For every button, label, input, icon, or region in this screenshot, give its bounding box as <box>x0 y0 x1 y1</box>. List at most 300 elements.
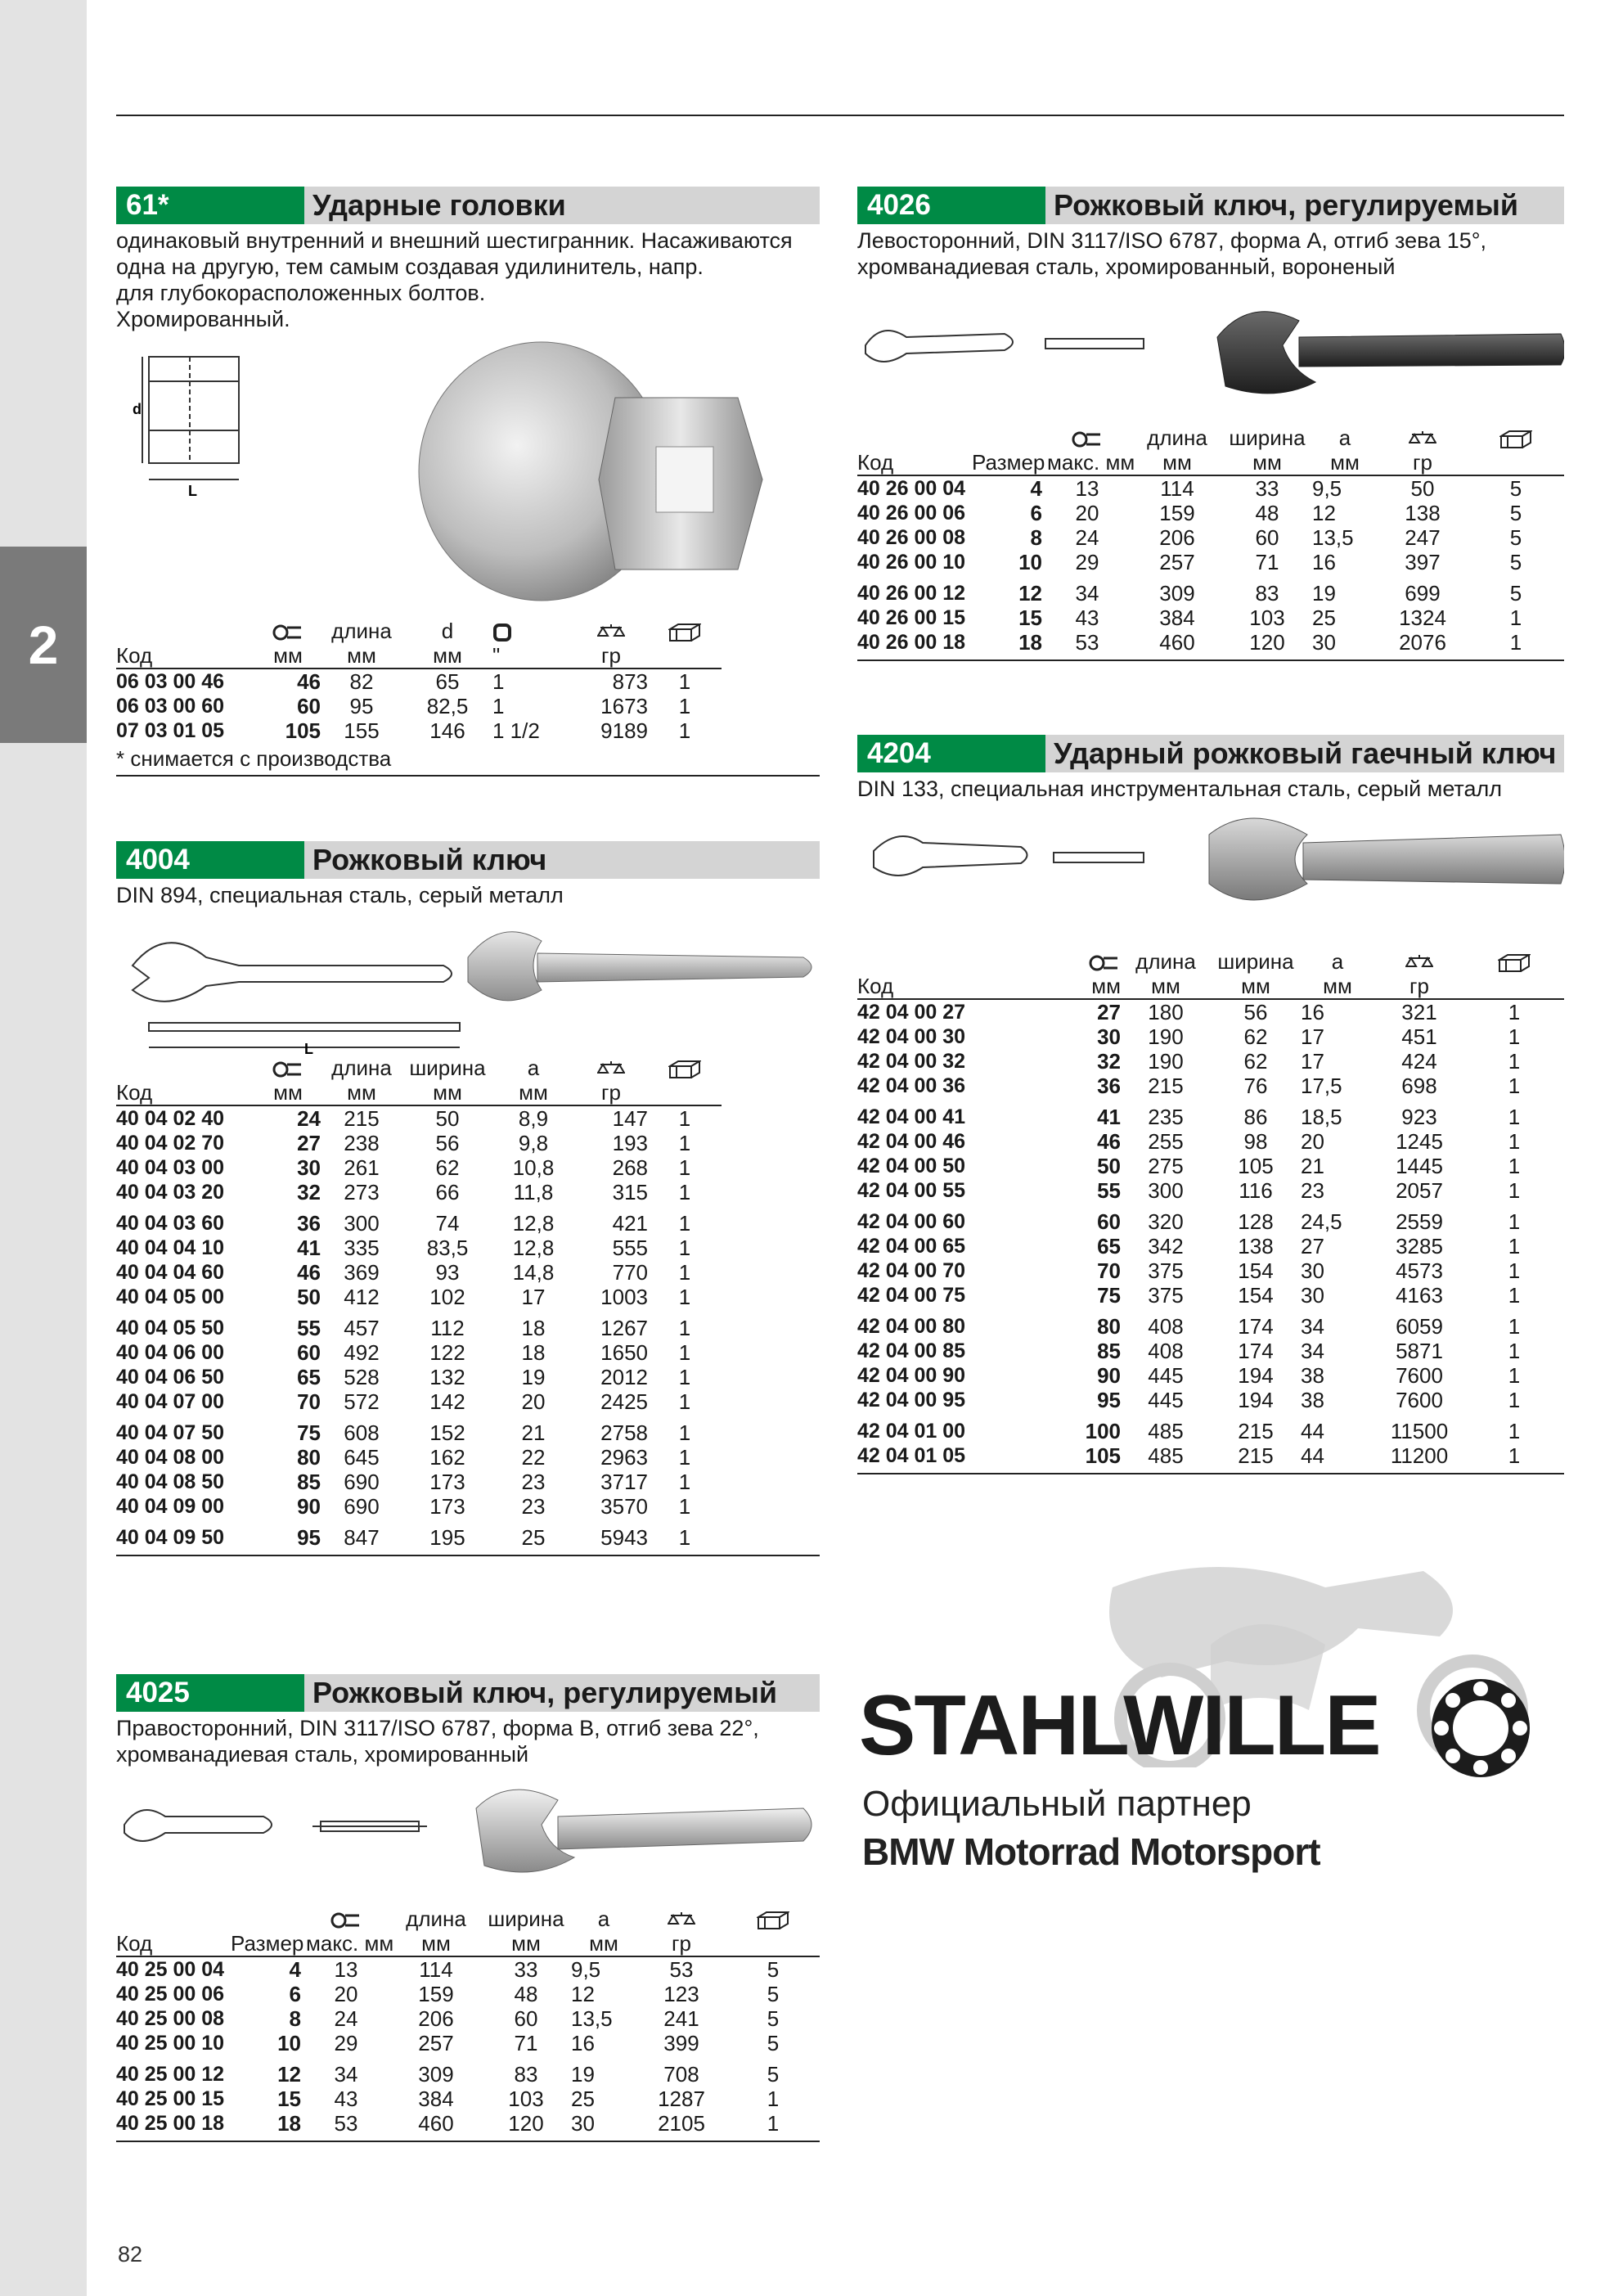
table-cell: 17 <box>1301 1024 1324 1049</box>
table-cell: 2105 <box>658 2111 705 2136</box>
table-cell: 114 <box>419 1957 453 1982</box>
table-cell: 75 <box>1097 1283 1121 1308</box>
table-cell: 30 <box>1312 630 1336 655</box>
table-cell: 83 <box>1255 581 1279 606</box>
table-cell: 300 <box>344 1211 380 1236</box>
table-cell: 1 <box>678 669 691 694</box>
table-row <box>857 606 1564 630</box>
table-cell: 25 <box>521 1525 546 1550</box>
table-row <box>116 1180 722 1204</box>
wrench-size-icon <box>1088 954 1121 972</box>
table-cell: 421 <box>612 1211 648 1236</box>
table-cell: 50 <box>1410 476 1435 501</box>
table-cell: 122 <box>429 1340 465 1365</box>
brand-logo-text: STAHLWILLE <box>859 1678 1380 1773</box>
table-cell: 120 <box>508 2111 544 2136</box>
table-row <box>116 2006 820 2031</box>
table-cell: 5943 <box>600 1525 648 1550</box>
table-cell: 53 <box>1075 630 1099 655</box>
table-cell: 206 <box>1159 525 1195 550</box>
table-cell: 53 <box>669 1957 694 1982</box>
weight-icon <box>597 1060 625 1079</box>
table-cell: 1 <box>678 1106 691 1131</box>
package-icon <box>668 623 701 642</box>
table-cell: 16 <box>1301 1000 1324 1024</box>
table-cell: 690 <box>344 1494 380 1519</box>
table-cell: 1 <box>1508 1339 1521 1363</box>
table-cell: 1 <box>678 694 691 718</box>
table-cell: 154 <box>1238 1258 1274 1283</box>
table-row <box>857 475 1564 501</box>
table-cell: 65 <box>297 1365 321 1389</box>
table-cell: 9,5 <box>1312 476 1342 501</box>
section-description: DIN 894, специальная сталь, серый металл <box>116 883 564 907</box>
table-cell: 206 <box>418 2006 454 2031</box>
table-cell: 93 <box>435 1260 460 1285</box>
table-cell: 12 <box>277 2062 301 2087</box>
table-cell: 1 <box>1508 1234 1521 1258</box>
table-cell: 8,9 <box>518 1106 549 1131</box>
table-cell: 40 26 00 10 <box>857 551 966 574</box>
table-cell: 412 <box>344 1285 380 1309</box>
section-title: Ударные головки <box>312 188 566 222</box>
table-cell: 384 <box>1159 606 1195 630</box>
table-cell: 30 <box>1301 1283 1324 1308</box>
table-cell: 690 <box>344 1470 380 1494</box>
table-cell: 1 <box>1508 1049 1521 1074</box>
table-cell: 399 <box>663 2031 699 2055</box>
table-cell: 7600 <box>1396 1363 1443 1388</box>
table-cell: 1 <box>678 1316 691 1340</box>
table-cell: 40 25 00 10 <box>116 2032 225 2055</box>
table-cell: 42 04 00 55 <box>857 1179 966 1202</box>
table-cell: 44 <box>1301 1443 1324 1468</box>
table-cell: 154 <box>1238 1283 1274 1308</box>
section-4204 <box>857 735 1564 1474</box>
table-cell: 40 25 00 15 <box>116 2087 225 2110</box>
table-cell: 1 <box>1508 1419 1521 1443</box>
table-cell: 275 <box>1148 1154 1184 1178</box>
product-illustration <box>857 280 1564 425</box>
table-cell: 375 <box>1148 1283 1184 1308</box>
table-row <box>857 574 1564 606</box>
table-cell: 384 <box>418 2087 454 2111</box>
table-cell: 190 <box>1148 1049 1184 1074</box>
wrench-size-icon <box>272 1060 304 1078</box>
table-cell: 1 <box>678 1131 691 1155</box>
table-cell: 235 <box>1148 1105 1184 1129</box>
table-cell: 1 <box>767 2087 780 2111</box>
product-illustration <box>116 1767 820 1907</box>
table-row <box>116 1982 820 2006</box>
table-cell: 146 <box>429 718 465 743</box>
table-cell: 190 <box>1148 1024 1184 1049</box>
table-cell: 18 <box>521 1316 546 1340</box>
table-row <box>857 1178 1564 1203</box>
table-cell: 83,5 <box>426 1236 469 1260</box>
table-cell: 2758 <box>600 1420 648 1445</box>
table-cell: 320 <box>1148 1209 1184 1234</box>
partner-line-1: Официальный партнер <box>862 1784 1252 1824</box>
table-row <box>857 1258 1564 1283</box>
table-cell: 9189 <box>600 718 648 743</box>
table-cell: 20 <box>1075 501 1099 525</box>
table-cell: 42 04 00 95 <box>857 1389 966 1411</box>
table-row <box>857 1049 1564 1074</box>
table-cell: 1 <box>1508 1258 1521 1283</box>
table-cell: 40 26 00 18 <box>857 631 966 654</box>
table-cell: 6 <box>289 1982 301 2006</box>
table-cell: 16 <box>571 2031 595 2055</box>
table-row <box>116 694 722 718</box>
table-cell: 12 <box>1312 501 1336 525</box>
table-cell: 257 <box>418 2031 454 2055</box>
table-cell: 1 <box>1508 1178 1521 1203</box>
table-cell: 60 <box>1255 525 1279 550</box>
table-cell: 10 <box>1018 550 1042 574</box>
table-cell: 8 <box>289 2006 301 2031</box>
table-cell: 12 <box>571 1982 595 2006</box>
table-cell: 1 <box>678 718 691 743</box>
table-cell: 180 <box>1148 1000 1184 1024</box>
table-cell: 1445 <box>1396 1154 1443 1178</box>
table-cell: 42 04 00 50 <box>857 1155 966 1177</box>
table-cell: 4 <box>289 1957 301 1982</box>
table-cell: 460 <box>1159 630 1195 655</box>
table-cell: 75 <box>297 1420 321 1445</box>
table-cell: 40 04 06 50 <box>116 1366 225 1389</box>
table-cell: 1245 <box>1396 1129 1443 1154</box>
table-cell: 46 <box>1097 1129 1121 1154</box>
section-4004 <box>116 841 820 1556</box>
table-cell: 30 <box>1097 1024 1121 1049</box>
table-cell: 215 <box>344 1106 380 1131</box>
wrench-size-icon <box>1071 430 1104 448</box>
table-cell: 40 26 00 08 <box>857 526 966 549</box>
table-cell: 55 <box>297 1316 321 1340</box>
weight-icon <box>1405 953 1433 973</box>
brand-block <box>851 1555 1562 1915</box>
table-cell: 55 <box>1097 1178 1121 1203</box>
table-row <box>116 2031 820 2055</box>
table-cell: 123 <box>663 1982 699 2006</box>
table-cell: 62 <box>1243 1024 1268 1049</box>
table-cell: 11200 <box>1390 1443 1449 1468</box>
table-cell: 65 <box>435 669 460 694</box>
table-cell: 173 <box>429 1494 465 1519</box>
table-row <box>857 1412 1564 1443</box>
table-cell: 155 <box>344 718 380 743</box>
table-cell: 86 <box>1243 1105 1268 1129</box>
table-cell: 194 <box>1238 1363 1274 1388</box>
package-icon <box>1499 430 1532 449</box>
table-cell: 1 <box>1508 1074 1521 1098</box>
spec-table: длина ширина a Код мм мм мм мм гр 42 04 00 27 27 180 56 16 321 1 42 04 00 30 30 190 62 17 451 1 42 04 00 32 32 190 62 17 424 1 42 04 00 36 36 215 76 17,5 698 1 42 04 00 41 41 235 86 18,5 923 1 42 04 00 46 46 255 98 20 1245 1 42 04 00 50 50 275 105 21 1445 1 42 04 00 55 55 300 116 23 2057 1 42 04 00 60 60 320 128 24,5 2559 1 42 04 00 65 65 342 138 27 3285 1 42 04 00 70 70 375 154 30 4573 1 42 04 00 75 75 375 154 30 4163 1 42 04 00 80 80 408 174 34 6059 1 42 04 00 85 85 408 174 34 5871 1 42 04 00 90 90 445 194 38 7600 1 42 04 00 95 95 445 194 38 7600 1 42 04 01 00 100 485 215 44 11500 1 42 04 01 05 105 485 215 44 11200 1 <box>857 949 1564 1468</box>
section-header <box>116 1674 820 1712</box>
table-cell: 20 <box>1301 1129 1324 1154</box>
table-cell: 40 04 03 60 <box>116 1212 225 1235</box>
table-cell: 708 <box>663 2062 699 2087</box>
table-cell: 1 <box>678 1525 691 1550</box>
section-4026 <box>857 187 1564 661</box>
table-cell: 102 <box>429 1285 465 1309</box>
table-cell: 159 <box>418 1982 454 2006</box>
chapter-tab: 2 <box>0 547 87 743</box>
table-row <box>116 1309 722 1340</box>
table-cell: 40 25 00 18 <box>116 2112 225 2135</box>
table-cell: 71 <box>514 2031 538 2055</box>
table-row <box>857 999 1564 1024</box>
table-cell: 174 <box>1238 1339 1274 1363</box>
table-cell: 40 26 00 15 <box>857 606 966 629</box>
table-cell: 2963 <box>600 1445 648 1470</box>
table-row <box>857 1443 1564 1468</box>
table-cell: 142 <box>429 1389 465 1414</box>
table-cell: 40 25 00 08 <box>116 2007 225 2030</box>
table-cell: 103 <box>508 2087 544 2111</box>
table-row <box>116 1131 722 1155</box>
table-cell: 22 <box>521 1445 546 1470</box>
table-cell: 268 <box>612 1155 648 1180</box>
table-cell: 1 <box>678 1211 691 1236</box>
section-code: 4204 <box>857 735 1045 772</box>
sidebar-strip <box>0 0 87 2296</box>
product-illustration <box>116 908 820 1056</box>
weight-icon <box>668 1911 695 1930</box>
table-row <box>116 2087 820 2111</box>
table-cell: 105 <box>1085 1443 1121 1468</box>
table-cell: 40 04 08 00 <box>116 1446 225 1469</box>
table-row <box>116 1389 722 1414</box>
table-cell: 342 <box>1148 1234 1184 1258</box>
table-cell: 18 <box>277 2111 301 2136</box>
table-cell: 457 <box>344 1316 380 1340</box>
table-cell: 19 <box>1312 581 1336 606</box>
table-row <box>116 1155 722 1180</box>
table-cell: 62 <box>435 1155 460 1180</box>
section-header <box>857 735 1564 772</box>
table-cell: 36 <box>1097 1074 1121 1098</box>
table-cell: 60 <box>514 2006 538 2031</box>
table-cell: 10,8 <box>512 1155 555 1180</box>
table-cell: 1 <box>678 1420 691 1445</box>
table-row <box>116 2055 820 2087</box>
table-cell: 4573 <box>1396 1258 1443 1283</box>
table-cell: 3570 <box>600 1494 648 1519</box>
table-cell: 56 <box>435 1131 460 1155</box>
table-cell: 34 <box>334 2062 358 2087</box>
table-cell: 50 <box>297 1285 321 1309</box>
table-row <box>116 718 722 743</box>
spec-table: длина ширина a Код Размер макс. мм мм мм мм гр 40 26 00 04 4 13 114 33 9,5 50 5 40 26 00 06 6 20 159 48 12 138 5 40 26 00 08 8 24 206 60 13,5 247 5 40 26 00 10 10 29 257 71 16 397 5 40 26 00 12 12 34 309 83 19 699 5 40 26 00 15 15 43 384 103 25 1324 1 40 26 00 18 18 53 460 120 30 2076 1 <box>857 425 1564 655</box>
table-cell: 65 <box>1097 1234 1121 1258</box>
table-cell: 847 <box>344 1525 380 1550</box>
svg-text:L: L <box>304 1041 313 1056</box>
table-cell: 485 <box>1148 1443 1184 1468</box>
table-cell: 43 <box>1075 606 1099 630</box>
table-cell: 699 <box>1405 581 1441 606</box>
table-cell: 105 <box>285 718 321 743</box>
table-cell: 42 04 00 30 <box>857 1025 966 1048</box>
section-code: 4004 <box>116 841 304 879</box>
table-cell: 5 <box>767 1957 780 1982</box>
table-cell: 147 <box>612 1106 648 1131</box>
table-cell: 5 <box>1509 581 1522 606</box>
table-cell: 2076 <box>1399 630 1446 655</box>
section-description: Левосторонний, DIN 3117/ISO 6787, форма A, отгиб зева 15°, хромванадиевая сталь, хромированный, вороненый <box>857 228 1487 279</box>
table-cell: 1650 <box>600 1340 648 1365</box>
table-cell: 34 <box>1301 1339 1324 1363</box>
table-cell: 5 <box>767 1982 780 2006</box>
table-cell: 25 <box>571 2087 595 2111</box>
table-cell: 2425 <box>600 1389 648 1414</box>
table-cell: 71 <box>1255 550 1279 574</box>
table-cell: 6059 <box>1396 1314 1443 1339</box>
table-cell: 15 <box>277 2087 301 2111</box>
table-cell: 528 <box>344 1365 380 1389</box>
table-cell: 7600 <box>1396 1388 1443 1412</box>
table-cell: 1 <box>678 1340 691 1365</box>
table-cell: 40 04 09 50 <box>116 1526 225 1549</box>
square-drive-icon <box>492 623 514 642</box>
table-cell: 1 <box>1508 1314 1521 1339</box>
table-cell: 27 <box>1301 1234 1324 1258</box>
table-cell: 6 <box>1030 501 1042 525</box>
table-row <box>116 2111 820 2136</box>
table-cell: 66 <box>435 1180 460 1204</box>
table-cell: 1 <box>678 1365 691 1389</box>
table-cell: 103 <box>1249 606 1285 630</box>
table-cell: 1 <box>1508 1209 1521 1234</box>
table-cell: 5 <box>1509 525 1522 550</box>
table-cell: 8 <box>1030 525 1042 550</box>
table-cell: 770 <box>612 1260 648 1285</box>
table-row <box>116 1414 722 1445</box>
table-cell: 105 <box>1238 1154 1274 1178</box>
table-cell: 255 <box>1148 1129 1184 1154</box>
table-row <box>857 1283 1564 1308</box>
table-cell: 174 <box>1238 1314 1274 1339</box>
table-cell: 20 <box>334 1982 358 2006</box>
table-cell: 50 <box>1097 1154 1121 1178</box>
table-cell: 42 04 00 65 <box>857 1235 966 1258</box>
table-row <box>116 1365 722 1389</box>
table-cell: 80 <box>297 1445 321 1470</box>
table-cell: 162 <box>429 1445 465 1470</box>
product-illustration <box>857 802 1564 949</box>
table-cell: 309 <box>1159 581 1195 606</box>
table-cell: 5 <box>767 2006 780 2031</box>
table-cell: 29 <box>1075 550 1099 574</box>
section-title: Ударный рожковый гаечный ключ <box>1054 736 1557 770</box>
table-cell: 16 <box>1312 550 1336 574</box>
table-cell: 1 <box>1508 1105 1521 1129</box>
table-cell: 15 <box>1018 606 1042 630</box>
table-cell: 1 <box>1508 1154 1521 1178</box>
table-cell: 112 <box>430 1316 465 1340</box>
table-cell: 5 <box>767 2031 780 2055</box>
table-cell: 40 25 00 06 <box>116 1983 225 2006</box>
table-cell: 11500 <box>1390 1419 1449 1443</box>
table-cell: 33 <box>1255 476 1279 501</box>
table-cell: 40 04 08 50 <box>116 1470 225 1493</box>
spec-table: длина ширина a Код Размер макс. мм мм мм мм гр 40 25 00 04 4 13 114 33 9,5 53 5 40 25 00 06 6 20 159 48 12 123 5 40 25 00 08 8 24 206 60 13,5 241 5 40 25 00 10 10 29 257 71 16 399 5 40 25 00 12 12 34 309 83 19 708 5 40 25 00 15 15 43 384 103 25 1287 1 40 25 00 18 18 53 460 120 30 2105 1 <box>116 1907 820 2136</box>
table-cell: 46 <box>297 1260 321 1285</box>
table-cell: 19 <box>521 1365 546 1389</box>
table-cell: 460 <box>418 2111 454 2136</box>
section-description: DIN 133, специальная инструментальная сталь, серый металл <box>857 777 1503 801</box>
table-row <box>857 1339 1564 1363</box>
table-cell: 397 <box>1405 550 1441 574</box>
table-cell: 12,8 <box>512 1236 555 1260</box>
table-row <box>857 501 1564 525</box>
adjustable-wrench-drawing <box>116 1767 820 1907</box>
spec-table: длина d Код мм мм мм " гр 06 03 00 46 46 82 65 1 873 1 06 03 00 60 60 95 82,5 1 1673 1 07 03 01 05 105 155 146 1 1/2 9189 1 <box>116 619 722 743</box>
weight-icon <box>597 623 625 642</box>
table-row <box>857 1203 1564 1234</box>
table-cell: 41 <box>1097 1105 1121 1129</box>
table-cell: 2012 <box>600 1365 648 1389</box>
table-cell: 21 <box>521 1420 546 1445</box>
table-cell: 40 26 00 06 <box>857 502 966 524</box>
table-cell: 120 <box>1249 630 1285 655</box>
table-row <box>857 1098 1564 1129</box>
table-cell: 42 04 00 90 <box>857 1364 966 1387</box>
table-cell: 23 <box>521 1494 546 1519</box>
table-cell: 34 <box>1301 1314 1324 1339</box>
table-cell: 3717 <box>600 1470 648 1494</box>
table-cell: 48 <box>514 1982 538 2006</box>
top-rule <box>116 115 1564 116</box>
table-row <box>116 1470 722 1494</box>
table-cell: 56 <box>1243 1000 1268 1024</box>
table-cell: 13,5 <box>1312 525 1354 550</box>
table-cell: 34 <box>1075 581 1099 606</box>
table-cell: 1673 <box>600 694 648 718</box>
table-cell: 152 <box>429 1420 465 1445</box>
section-4025 <box>116 1674 820 2142</box>
table-cell: 42 04 00 70 <box>857 1259 966 1282</box>
table-cell: 300 <box>1148 1178 1184 1203</box>
table-cell: 42 04 00 36 <box>857 1074 966 1097</box>
table-cell: 13,5 <box>571 2006 613 2031</box>
table-cell: 238 <box>344 1131 380 1155</box>
table-cell: 1 <box>678 1236 691 1260</box>
svg-text:L: L <box>188 483 197 499</box>
table-cell: 5 <box>767 2062 780 2087</box>
table-cell: 50 <box>435 1106 460 1131</box>
table-cell: 24 <box>1075 525 1099 550</box>
adjustable-wrench-drawing <box>857 280 1564 425</box>
table-cell: 1 <box>678 1470 691 1494</box>
table-cell: 9,8 <box>518 1131 549 1155</box>
table-cell: 40 04 03 00 <box>116 1156 225 1179</box>
table-cell: 257 <box>1159 550 1195 574</box>
table-cell: 1 <box>678 1494 691 1519</box>
table-cell: 06 03 00 46 <box>116 670 225 693</box>
weight-icon <box>1409 430 1436 449</box>
table-cell: 29 <box>334 2031 358 2055</box>
table-cell: 40 04 07 00 <box>116 1390 225 1413</box>
section-title: Рожковый ключ, регулируемый <box>312 1676 777 1709</box>
table-cell: 43 <box>334 2087 358 2111</box>
table-row <box>116 1956 820 1982</box>
table-row <box>857 1388 1564 1412</box>
table-cell: 4163 <box>1396 1283 1443 1308</box>
section-rule <box>116 1555 820 1556</box>
table-cell: 5 <box>1509 476 1522 501</box>
table-cell: 60 <box>297 694 321 718</box>
